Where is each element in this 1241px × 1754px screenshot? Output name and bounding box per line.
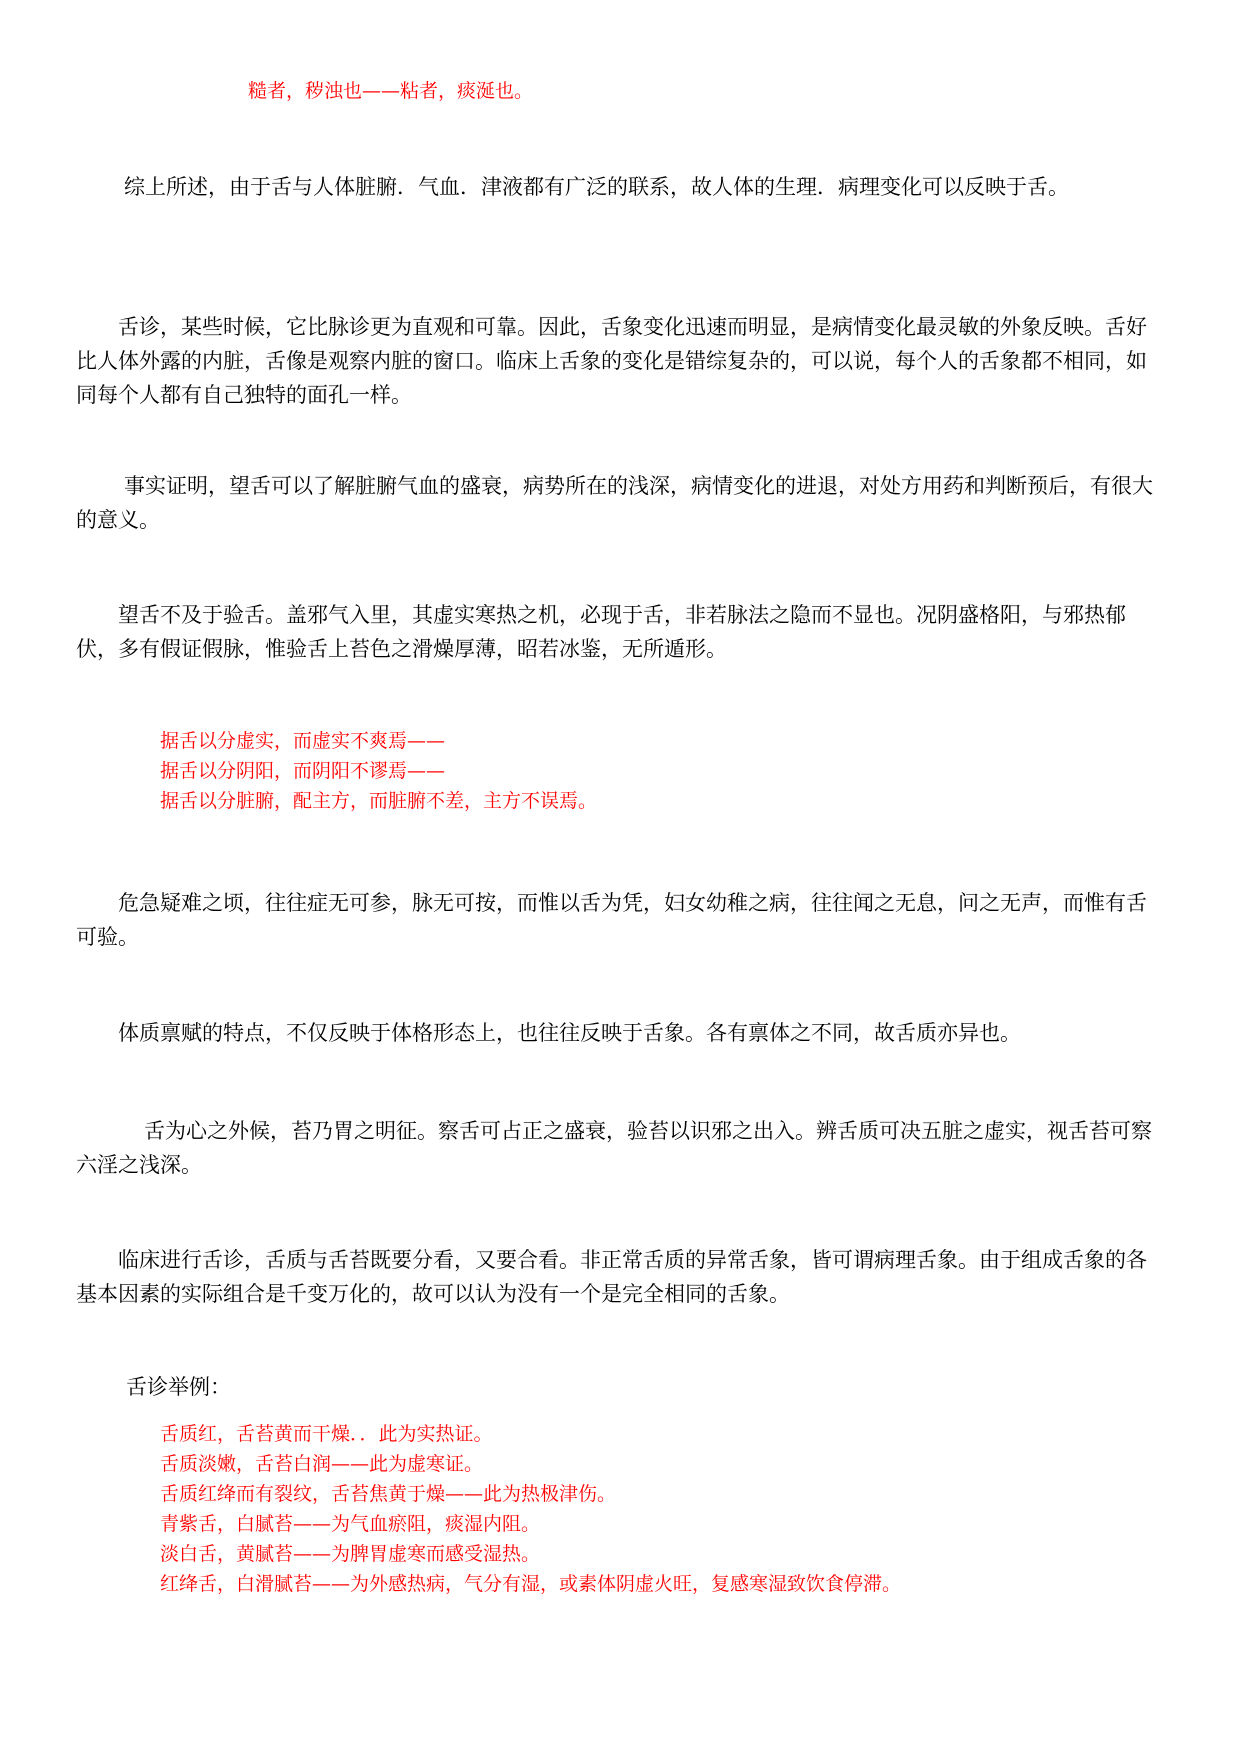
example-line-4: 青紫舌，白腻苔——为气血瘀阻，痰湿内阻。 (160, 1513, 541, 1535)
paragraph-facts: 事实证明，望舌可以了解脏腑气血的盛衰，病势所在的浅深，病情变化的进退，对处方用药和判断预后，有很大的意义。 (76, 474, 1153, 532)
paragraph-summary: 综上所述，由于舌与人体脏腑．气血．津液都有广泛的联系，故人体的生理．病理变化可以反映于舌。 (124, 175, 1069, 199)
example-line-6: 红绛舌，白滑腻苔——为外感热病，气分有湿，或素体阴虚火旺，复感寒湿致饮食停滞。 (160, 1573, 902, 1595)
example-line-2: 舌质淡嫩，舌苔白润——此为虚寒证。 (160, 1453, 484, 1475)
paragraph-clinical: 临床进行舌诊，舌质与舌苔既要分看，又要合看。非正常舌质的异常舌象，皆可谓病理舌象。由于组成舌象的各基本因素的实际组合是千变万化的，故可以认为没有一个是完全相同的舌象。 (76, 1248, 1147, 1306)
example-line-3: 舌质红绛而有裂纹，舌苔焦黄于燥——此为热极津伤。 (160, 1483, 617, 1505)
red-line-2: 据舌以分阴阳，而阴阳不谬焉—— (160, 760, 446, 782)
paragraph-heart: 舌为心之外候，苔乃胃之明征。察舌可占正之盛衰，验苔以识邪之出入。辨舌质可决五脏之虚实，视舌苔可察六淫之浅深。 (76, 1119, 1152, 1177)
examples-heading: 舌诊举例： (126, 1375, 231, 1399)
paragraph-constitution: 体质禀赋的特点，不仅反映于体格形态上，也往往反映于舌象。各有禀体之不同，故舌质亦异也。 (118, 1021, 1021, 1045)
paragraph-tongue-diagnosis: 舌诊，某些时候，它比脉诊更为直观和可靠。因此，舌象变化迅速而明显，是病情变化最灵敏的外象反映。舌好比人体外露的内脏，舌像是观察内脏的窗口。临床上舌象的变化是错综复杂的，可以说，每个人的舌象都不相同，如同每个人都有自己独特的面孔一样。 (76, 315, 1147, 407)
example-line-5: 淡白舌，黄腻苔——为脾胃虚寒而感受湿热。 (160, 1543, 541, 1565)
top-quote: 糙者，秽浊也——粘者，痰涎也。 (248, 80, 534, 102)
paragraph-inspection: 望舌不及于验舌。盖邪气入里，其虚实寒热之机，必现于舌，非若脉法之隐而不显也。况阴盛格阳，与邪热郁伏，多有假证假脉，惟验舌上苔色之滑燥厚薄，昭若冰鉴，无所遁形。 (76, 603, 1126, 661)
paragraph-emergency: 危急疑难之顷，往往症无可参，脉无可按，而惟以舌为凭，妇女幼稚之病，往往闻之无息，问之无声，而惟有舌可验。 (76, 891, 1147, 949)
example-line-1: 舌质红，舌苔黄而干燥．．此为实热证。 (160, 1423, 493, 1445)
red-line-3: 据舌以分脏腑，配主方，而脏腑不差，主方不误焉。 (160, 790, 598, 812)
red-line-1: 据舌以分虚实，而虚实不爽焉—— (160, 730, 446, 752)
